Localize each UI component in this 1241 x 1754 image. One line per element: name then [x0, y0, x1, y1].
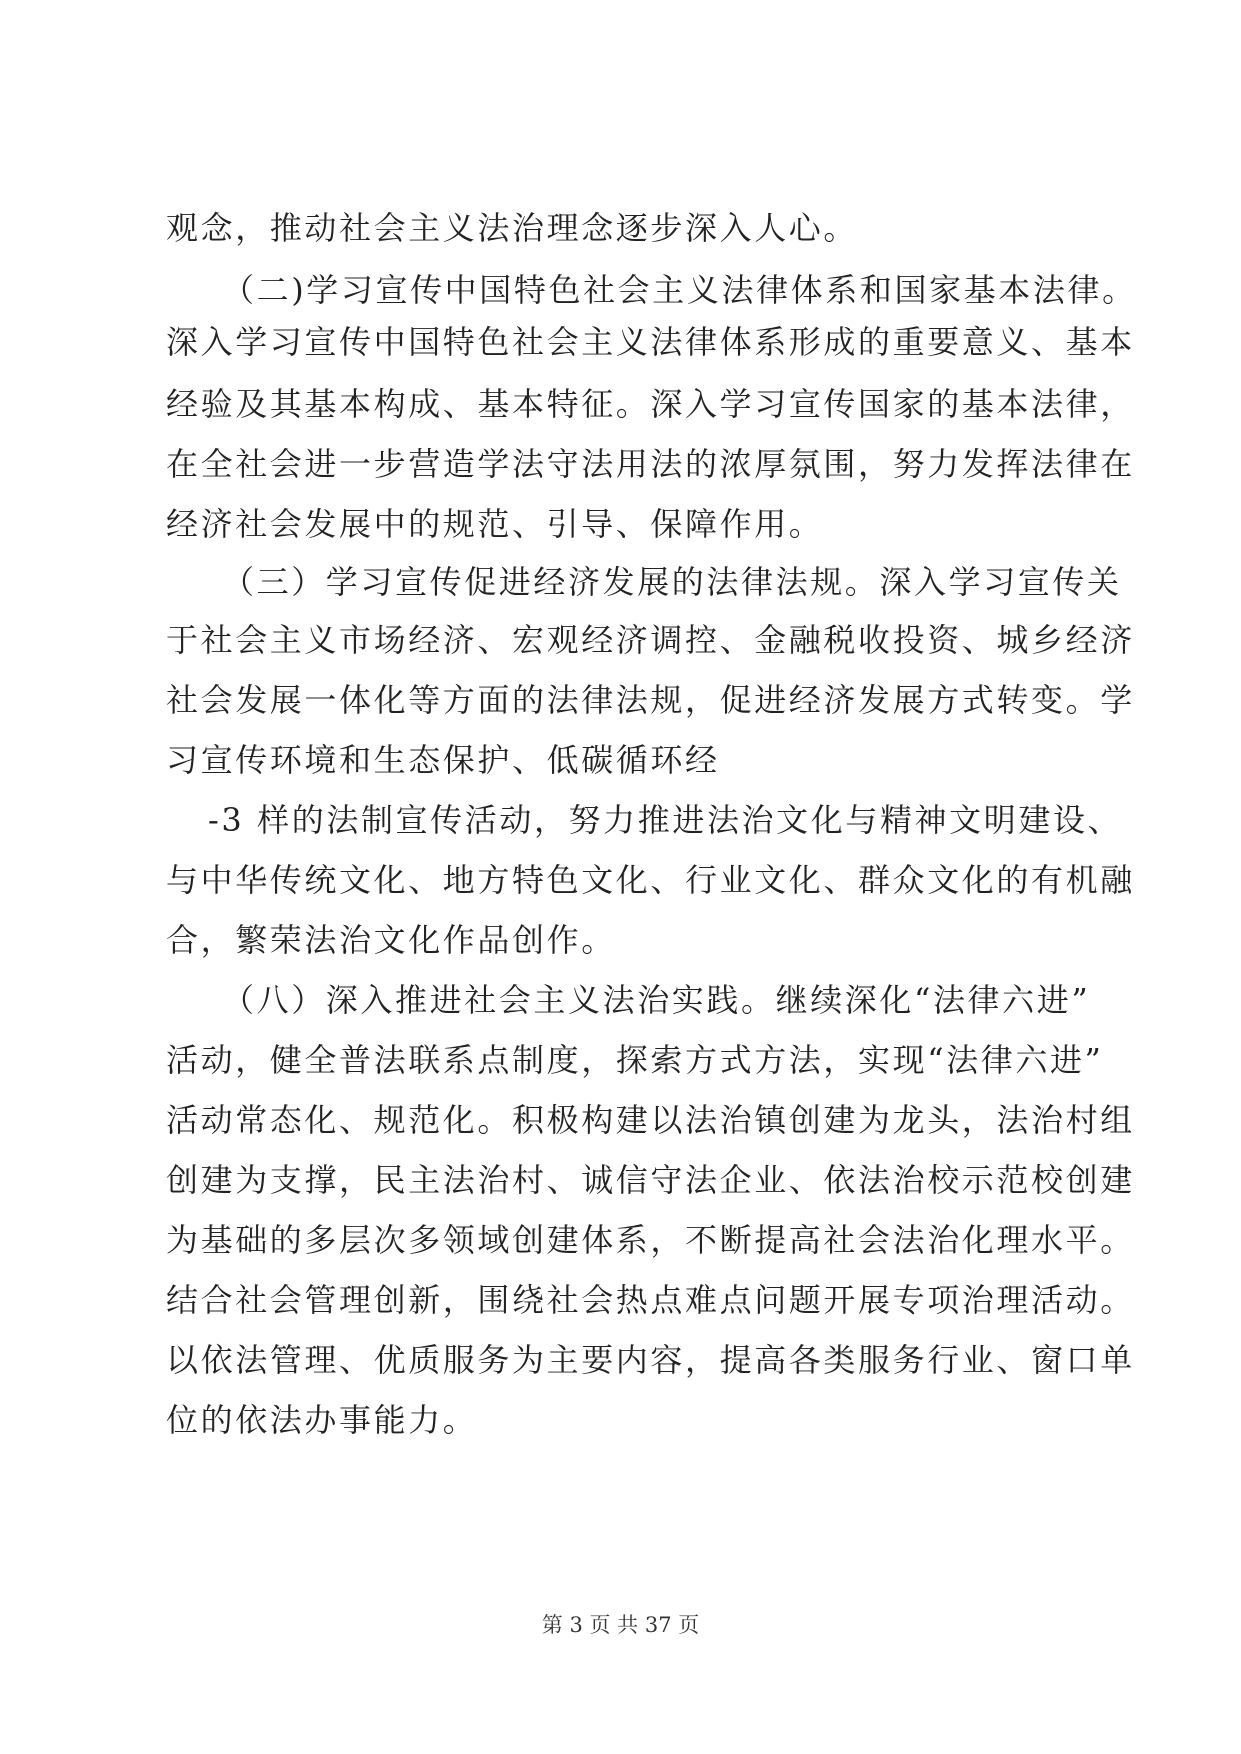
- text-line: 深入学习宣传中国特色社会主义法律体系形成的重要意义、基本: [166, 323, 1135, 361]
- text-line: 社会发展一体化等方面的法律法规，促进经济发展方式转变。学: [166, 681, 1135, 719]
- text-line: 观念，推动社会主义法治理念逐步深入人心。: [166, 209, 859, 247]
- text-line: 结合社会管理创新，围绕社会热点难点问题开展专项治理活动。: [166, 1281, 1135, 1319]
- text-line: 为基础的多层次多领域创建体系，不断提高社会法治化理水平。: [166, 1221, 1135, 1259]
- text-line: 经验及其基本构成、基本特征。深入学习宣传国家的基本法律，: [166, 385, 1135, 423]
- text-line: 与中华传统文化、地方特色文化、行业文化、群众文化的有机融: [166, 861, 1135, 899]
- text-line: （三）学习宣传促进经济发展的法律法规。深入学习宣传关: [222, 563, 1122, 601]
- text-line: 经济社会发展中的规范、引导、保障作用。: [166, 505, 824, 543]
- text-line: 习宣传环境和生态保护、低碳循环经: [166, 741, 720, 779]
- text-line: （八）深入推进社会主义法治实践。继续深化“法律六进”: [222, 981, 1091, 1019]
- text-line: -3 样的法制宣传活动，努力推进法治文化与精神文明建设、: [208, 801, 1123, 839]
- text-line: 于社会主义市场经济、宏观经济调控、金融税收投资、城乡经济: [166, 621, 1135, 659]
- text-line: 活动常态化、规范化。积极构建以法治镇创建为龙头，法治村组: [166, 1101, 1135, 1139]
- text-line: 创建为支撑，民主法治村、诚信守法企业、依法治校示范校创建: [166, 1161, 1135, 1199]
- text-line: 以依法管理、优质服务为主要内容，提高各类服务行业、窗口单: [166, 1341, 1135, 1379]
- text-line: 合，繁荣法治文化作品创作。: [166, 921, 616, 959]
- text-line: 活动，健全普法联系点制度，探索方式方法，实现“法律六进”: [166, 1041, 1104, 1079]
- page-number-footer: 第 3 页 共 37 页: [541, 1613, 700, 1637]
- text-line: 位的依法办事能力。: [166, 1401, 478, 1439]
- text-line: （二)学习宣传中国特色社会主义法律体系和国家基本法律。: [222, 271, 1137, 309]
- text-line: 在全社会进一步营造学法守法用法的浓厚氛围，努力发挥法律在: [166, 445, 1135, 483]
